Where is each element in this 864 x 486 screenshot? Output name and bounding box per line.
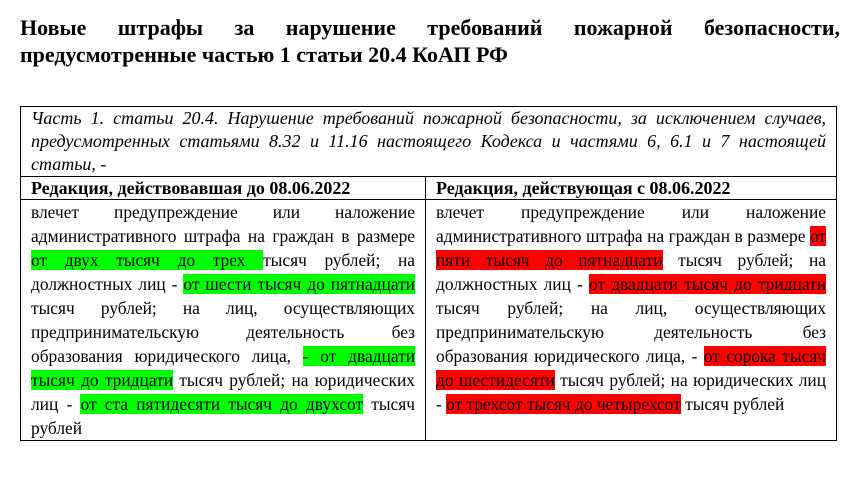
new-text-part-3: тысяч рублей; на лиц, осуществляющих предпринимательскую деятельность без образования юридического лица, - (436, 298, 827, 366)
new-text-part-4: тысяч рублей; на юридических лиц - (436, 370, 827, 414)
old-text-part-3: тысяч рублей; на лиц, осуществляющих предпринимательскую деятельность без образования юридического лица, (31, 298, 415, 366)
new-citizen-fine-highlight: от пяти тысяч до пятнадцати (436, 226, 827, 270)
new-official-fine-highlight: от двадцати тысяч до тридцати (589, 274, 827, 294)
old-edition-text (21, 200, 426, 441)
new-text-part-5: тысяч рублей (680, 394, 785, 414)
old-text-part-2: тысяч рублей; на должностных лиц - (31, 250, 415, 294)
old-text-part-4: тысяч рублей; на юридических лиц - (31, 370, 415, 414)
document-title: Новые штрафы за нарушение требований пожарной безопасности, предусмотренные частью 1 статьи 20.4 КоАП РФ (20, 15, 840, 67)
new-text-part-1: влечет предупреждение или наложение административного штрафа на граждан в размере (436, 202, 827, 246)
old-official-fine-highlight: от шести тысяч до пятнадцати (183, 274, 415, 294)
new-legal-entity-fine-highlight: от трехсот тысяч до четырехсот (446, 394, 681, 414)
intro-row (21, 107, 837, 177)
new-edition-text (426, 200, 837, 441)
new-entrepreneur-fine-highlight: от сорока тысяч до шестидесяти (436, 346, 827, 390)
old-edition-header: Редакция, действовавшая до 08.06.2022 (21, 177, 426, 200)
old-legal-entity-fine-highlight: от ста пятидесяти тысяч до двухсот (80, 394, 364, 414)
old-entrepreneur-fine-highlight: - от двадцати тысяч до тридцати (31, 346, 415, 390)
comparison-table (20, 106, 837, 441)
header-row (21, 177, 837, 200)
old-text-part-1: влечет предупреждение или наложение административного штрафа на граждан в размере (31, 202, 415, 246)
old-citizen-fine-highlight: от двух тысяч до трех (31, 250, 264, 270)
body-row (21, 200, 837, 441)
new-edition-header: Редакция, действующая с 08.06.2022 (426, 177, 837, 200)
old-text-part-5: тысяч рублей (31, 394, 415, 438)
article-intro: Часть 1. статьи 20.4. Нарушение требований пожарной безопасности, за исключением случаев, предусмотренных статьями 8.32 и 11.16 настоящего Кодекса и частями 6, 6.1 и 7 настоящей статьи, - (21, 107, 837, 177)
new-text-part-2: тысяч рублей; на должностных лиц - (436, 250, 827, 294)
